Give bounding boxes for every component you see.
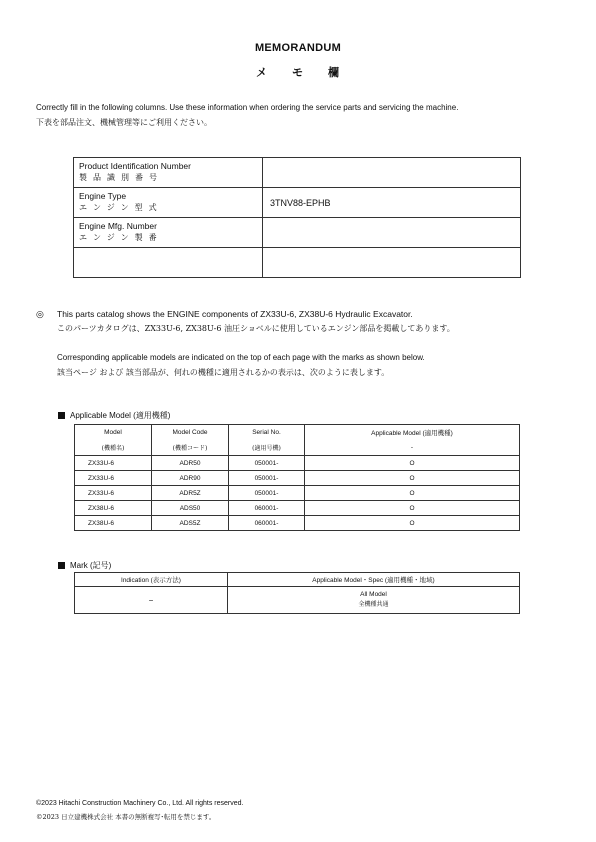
- table-row: [75, 471, 520, 486]
- notice-line2-jp: 該当ページ および 該当部品が、何れの機種に適用されるかの表示は、次のように表します。: [57, 368, 390, 377]
- intro-text-jp: 下表を部品注文、機械管理等にご利用ください。: [36, 118, 212, 127]
- table-header-row: [75, 425, 520, 441]
- table-row: [75, 456, 520, 471]
- copyright-en: ©2023 Hitachi Construction Machinery Co., Ltd. All rights reserved.: [36, 800, 244, 807]
- header-model-code-jp: (機種コード): [152, 440, 229, 456]
- cell-model-code: ADR5Z: [152, 486, 229, 501]
- cell-serial: 050001-: [229, 456, 305, 471]
- identification-table: [73, 157, 521, 278]
- id-label-en: Product Identification Number: [79, 161, 191, 171]
- cell-applies-en: All Model: [360, 591, 387, 598]
- applicable-model-table: [74, 424, 520, 531]
- id-row-product: [74, 158, 521, 188]
- table-row: [75, 486, 520, 501]
- id-label-jp: 製品識別番号: [79, 173, 163, 182]
- cell-applicable-mark: O: [305, 486, 520, 501]
- id-label-en: Engine Type: [79, 191, 127, 201]
- cell-model: ZX38U-6: [75, 516, 152, 531]
- id-row-engine-mfg: [74, 218, 521, 248]
- page-title-jp: メ モ 欄: [256, 66, 340, 79]
- notice-line1-jp: このパーツカタログは、ZX33U-6, ZX38U-6 油圧ショベルに使用しているエンジン部品を掲載してあります。: [57, 324, 455, 333]
- cell-model-code: ADR90: [152, 471, 229, 486]
- copyright-jp: ©2023 日立建機株式会社 本書の無断複写･転用を禁じます。: [36, 813, 216, 821]
- id-row-engine-type: [74, 188, 521, 218]
- id-value[interactable]: [263, 248, 521, 278]
- notice-mark: ◎: [36, 309, 44, 319]
- mark-table: [74, 572, 520, 614]
- cell-serial: 050001-: [229, 486, 305, 501]
- id-value-engine-type[interactable]: 3TNV88-EPHB: [263, 188, 521, 218]
- id-label-en: Engine Mfg. Number: [79, 221, 157, 231]
- square-bullet-icon: [58, 412, 65, 419]
- cell-applicable-mark: O: [305, 501, 520, 516]
- cell-model-code: ADR50: [152, 456, 229, 471]
- intro-text: Correctly fill in the following columns. Use these information when ordering the service parts and servicing the machine.: [36, 103, 459, 112]
- header-model: Model: [75, 425, 152, 441]
- cell-applicable-mark: O: [305, 471, 520, 486]
- header-model-jp: (機種名): [75, 440, 152, 456]
- header-serial-jp: (適用号機): [229, 440, 305, 456]
- header-applicable-sub: -: [305, 440, 520, 456]
- id-label-jp: エンジン型式: [79, 203, 163, 212]
- applicable-heading: [58, 410, 170, 421]
- header-model-code: Model Code: [152, 425, 229, 441]
- mark-heading-text: Mark (記号): [70, 561, 112, 570]
- cell-applicable-mark: O: [305, 516, 520, 531]
- cell-serial: 050001-: [229, 471, 305, 486]
- notice-line2: Corresponding applicable models are indicated on the top of each page with the marks as shown below.: [57, 353, 425, 362]
- cell-applies: [228, 587, 520, 614]
- notice-line1: This parts catalog shows the ENGINE components of ZX33U-6, ZX38U-6 Hydraulic Excavator.: [57, 309, 413, 319]
- header-indication: Indication (表示方法): [75, 573, 228, 587]
- cell-model: ZX33U-6: [75, 486, 152, 501]
- mark-heading: [58, 560, 111, 571]
- cell-applies-jp: 全機種共通: [358, 601, 389, 608]
- id-label-jp: エンジン製番: [79, 233, 163, 242]
- applicable-heading-text: Applicable Model (適用機種): [70, 411, 171, 420]
- table-row: [75, 501, 520, 516]
- cell-model: ZX33U-6: [75, 456, 152, 471]
- table-header-row-jp: [75, 440, 520, 456]
- header-applicable-spec: Applicable Model・Spec (適用機種・地域): [228, 573, 520, 587]
- cell-serial: 060001-: [229, 501, 305, 516]
- header-applicable: Applicable Model (適用機種): [305, 425, 520, 441]
- id-row-blank: [74, 248, 521, 278]
- table-header-row: [75, 573, 520, 587]
- square-bullet-icon: [58, 562, 65, 569]
- cell-model: ZX38U-6: [75, 501, 152, 516]
- table-row: [75, 587, 520, 614]
- id-value[interactable]: [263, 158, 521, 188]
- cell-model-code: ADS5Z: [152, 516, 229, 531]
- id-value[interactable]: [263, 218, 521, 248]
- table-row: [75, 516, 520, 531]
- cell-model: ZX33U-6: [75, 471, 152, 486]
- cell-indication: −: [75, 587, 228, 614]
- id-blank-cell: [74, 248, 263, 278]
- header-serial: Serial No.: [229, 425, 305, 441]
- cell-serial: 060001-: [229, 516, 305, 531]
- cell-model-code: ADS50: [152, 501, 229, 516]
- cell-applicable-mark: O: [305, 456, 520, 471]
- page-title: MEMORANDUM: [254, 42, 342, 54]
